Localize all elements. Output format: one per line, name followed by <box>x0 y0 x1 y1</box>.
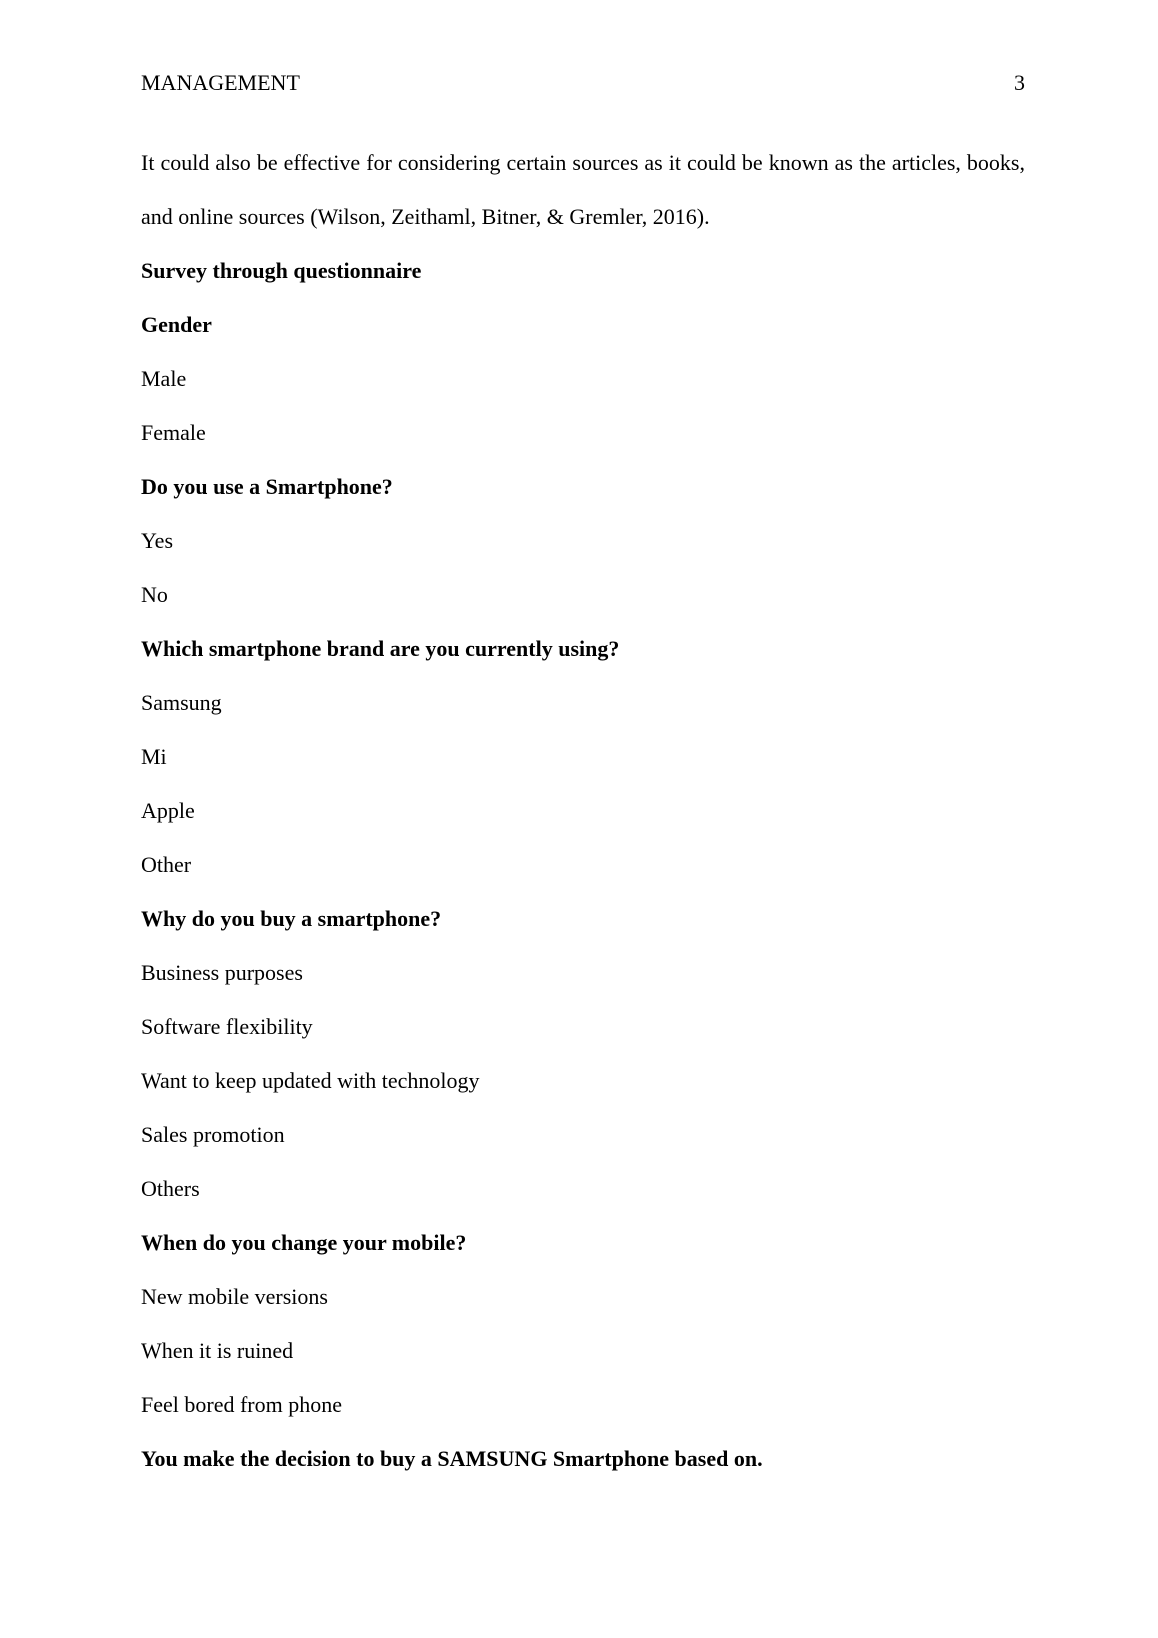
option-when-ruined: When it is ruined <box>141 1338 294 1363</box>
option-feel-bored: Feel bored from phone <box>141 1392 342 1417</box>
page-number: 3 <box>1014 70 1025 95</box>
option-yes: Yes <box>141 528 174 553</box>
question-when-change: When do you change your mobile? <box>141 1230 467 1255</box>
option-keep-updated: Want to keep updated with technology <box>141 1068 480 1093</box>
question-why-buy: Why do you buy a smartphone? <box>141 906 442 931</box>
option-mi: Mi <box>141 744 167 769</box>
question-brand: Which smartphone brand are you currently using? <box>141 636 620 661</box>
option-female: Female <box>141 420 206 445</box>
intro-paragraph: It could also be effective for considering certain sources as it could be known as the articles, books, and online sources (Wilson, Zeithaml, Bitner, & Gremler, 2016). <box>141 150 1025 229</box>
question-gender: Gender <box>141 312 212 337</box>
option-others: Others <box>141 1176 200 1201</box>
page-header <box>141 68 1025 98</box>
option-new-versions: New mobile versions <box>141 1284 328 1309</box>
option-apple: Apple <box>141 798 195 823</box>
document-body <box>141 136 1025 1486</box>
option-samsung: Samsung <box>141 690 222 715</box>
running-head: MANAGEMENT <box>141 70 300 95</box>
question-use-smartphone: Do you use a Smartphone? <box>141 474 393 499</box>
option-other: Other <box>141 852 192 877</box>
option-male: Male <box>141 366 187 391</box>
survey-heading: Survey through questionnaire <box>141 258 422 283</box>
option-no: No <box>141 582 168 607</box>
option-sales-promotion: Sales promotion <box>141 1122 285 1147</box>
option-business-purposes: Business purposes <box>141 960 303 985</box>
option-software-flexibility: Software flexibility <box>141 1014 313 1039</box>
question-samsung-decision: You make the decision to buy a SAMSUNG Smartphone based on. <box>141 1446 763 1471</box>
